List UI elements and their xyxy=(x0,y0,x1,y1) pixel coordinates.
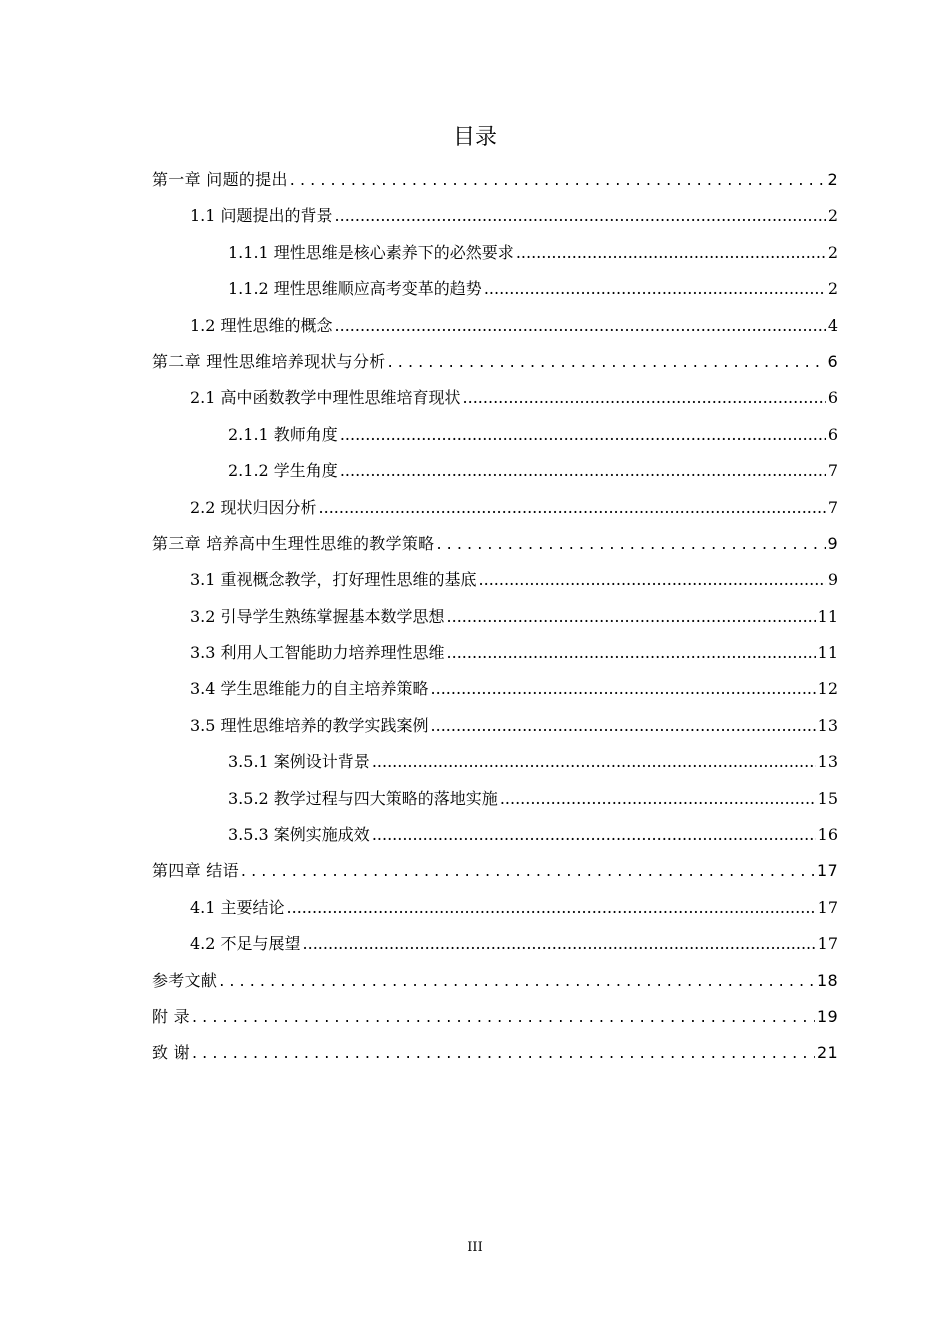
toc-entry-label: 2.1 高中函数教学中理性思维培育现状 xyxy=(190,388,461,408)
toc-entry[interactable] xyxy=(152,562,838,598)
toc-entry-page: 11 xyxy=(817,643,838,663)
toc-entry-page: 2 xyxy=(827,242,838,262)
dot-leader xyxy=(447,635,816,671)
toc-entry[interactable] xyxy=(152,526,838,562)
toc-entry[interactable] xyxy=(152,1035,838,1071)
dot-leader xyxy=(335,308,826,344)
toc-entry[interactable] xyxy=(152,890,838,926)
toc-entry-page: 9 xyxy=(827,570,838,590)
dot-leader xyxy=(484,271,826,307)
dot-leader xyxy=(479,562,826,598)
dot-leader xyxy=(290,162,826,198)
toc-entry-page: 7 xyxy=(827,461,838,481)
toc-entry-label: 3.5.1 案例设计背景 xyxy=(228,752,370,772)
toc-entry[interactable] xyxy=(152,635,838,671)
dot-leader xyxy=(447,599,816,635)
dot-leader xyxy=(241,853,815,889)
toc-entry-page: 11 xyxy=(817,606,838,626)
toc-entry-page: 2 xyxy=(827,170,838,189)
toc-entry-label: 4.1 主要结论 xyxy=(190,897,285,917)
toc-entry[interactable] xyxy=(152,599,838,635)
dot-leader xyxy=(219,963,815,999)
toc-entry[interactable] xyxy=(152,817,838,853)
toc-entry-label: 3.5.3 案例实施成效 xyxy=(228,825,370,845)
toc-entry-label: 3.5 理性思维培养的教学实践案例 xyxy=(190,715,429,735)
dot-leader xyxy=(192,999,815,1035)
toc-entry-label: 致 谢 xyxy=(152,1043,190,1063)
toc-title: 目录 xyxy=(452,125,497,150)
toc-entry[interactable] xyxy=(152,671,838,707)
dot-leader xyxy=(388,344,826,380)
dot-leader xyxy=(340,417,826,453)
toc-entry-page: 17 xyxy=(817,934,838,954)
dot-leader xyxy=(372,817,816,853)
toc-entry-page: 17 xyxy=(817,897,838,917)
toc-entry-label: 3.3 利用人工智能助力培养理性思维 xyxy=(190,643,445,663)
toc-entry[interactable] xyxy=(152,162,838,198)
dot-leader xyxy=(303,926,816,962)
toc-entry[interactable] xyxy=(152,963,838,999)
dot-leader xyxy=(437,526,826,562)
toc-entry-label: 第三章 培养高中生理性思维的教学策略 xyxy=(152,533,435,553)
toc-entry-label: 2.1.2 学生角度 xyxy=(228,461,338,481)
toc-entry-page: 12 xyxy=(817,679,838,699)
dot-leader xyxy=(340,453,826,489)
toc-entry-page: 15 xyxy=(817,788,838,808)
toc-entry-page: 19 xyxy=(817,1006,838,1026)
toc-entry-page: 6 xyxy=(827,388,838,408)
toc-entry-label: 4.2 不足与展望 xyxy=(190,934,301,954)
toc-entry-label: 2.1.1 教师角度 xyxy=(228,424,338,444)
toc-entry[interactable] xyxy=(152,235,838,271)
toc-entry[interactable] xyxy=(152,781,838,817)
toc-entry-label: 1.1.2 理性思维顺应高考变革的趋势 xyxy=(228,279,482,299)
toc-entry-label: 1.2 理性思维的概念 xyxy=(190,315,333,335)
dot-leader xyxy=(516,235,826,271)
toc-entry-label: 1.1 问题提出的背景 xyxy=(190,206,333,226)
toc-entry[interactable] xyxy=(152,453,838,489)
toc-entry-page: 2 xyxy=(827,279,838,299)
toc-entry-page: 9 xyxy=(827,533,838,553)
toc-entry[interactable] xyxy=(152,271,838,307)
toc-entry[interactable] xyxy=(152,308,838,344)
toc-entry[interactable] xyxy=(152,853,838,889)
dot-leader xyxy=(319,490,826,526)
toc-entry-page: 21 xyxy=(817,1043,838,1063)
dot-leader xyxy=(192,1035,815,1071)
dot-leader xyxy=(463,380,826,416)
page-number: III xyxy=(467,1240,483,1255)
toc-entry-label: 3.4 学生思维能力的自主培养策略 xyxy=(190,679,429,699)
toc-entry-label: 第二章 理性思维培养现状与分析 xyxy=(152,351,386,371)
toc-entry[interactable] xyxy=(152,344,838,380)
toc-entry[interactable] xyxy=(152,744,838,780)
toc-entry-page: 13 xyxy=(817,752,838,772)
toc-entry-page: 13 xyxy=(817,715,838,735)
toc-entry-label: 第四章 结语 xyxy=(152,861,239,881)
toc-entry-label: 3.1 重视概念教学，打好理性思维的基底 xyxy=(190,570,477,590)
toc-entry-page: 6 xyxy=(827,351,838,371)
toc-entry[interactable] xyxy=(152,926,838,962)
toc-entry-page: 18 xyxy=(817,970,838,990)
dot-leader xyxy=(372,744,816,780)
toc-entry[interactable] xyxy=(152,417,838,453)
toc-entry-page: 4 xyxy=(827,315,838,335)
toc-entry-label: 参考文献 xyxy=(152,970,218,990)
toc-entry[interactable] xyxy=(152,999,838,1035)
toc-entry-label: 2.2 现状归因分析 xyxy=(190,497,317,517)
toc-entry-page: 7 xyxy=(827,497,838,517)
dot-leader xyxy=(335,198,826,234)
toc-entry[interactable] xyxy=(152,380,838,416)
dot-leader xyxy=(287,890,816,926)
toc-entry[interactable] xyxy=(152,708,838,744)
toc-entry-page: 17 xyxy=(817,861,838,881)
dot-leader xyxy=(500,781,816,817)
toc-entry-label: 3.5.2 教学过程与四大策略的落地实施 xyxy=(228,788,498,808)
toc-entry-page: 16 xyxy=(817,825,838,845)
toc-entry-label: 附 录 xyxy=(152,1006,190,1026)
toc-entry-label: 1.1.1 理性思维是核心素养下的必然要求 xyxy=(228,242,514,262)
dot-leader xyxy=(431,708,816,744)
toc-entry[interactable] xyxy=(152,198,838,234)
table-of-contents xyxy=(152,162,838,1072)
toc-entry-page: 6 xyxy=(827,424,838,444)
toc-entry-page: 2 xyxy=(827,206,838,226)
dot-leader xyxy=(431,671,816,707)
toc-entry-label: 3.2 引导学生熟练掌握基本数学思想 xyxy=(190,606,445,626)
toc-entry[interactable] xyxy=(152,490,838,526)
toc-entry-label: 第一章 问题的提出 xyxy=(152,170,288,189)
